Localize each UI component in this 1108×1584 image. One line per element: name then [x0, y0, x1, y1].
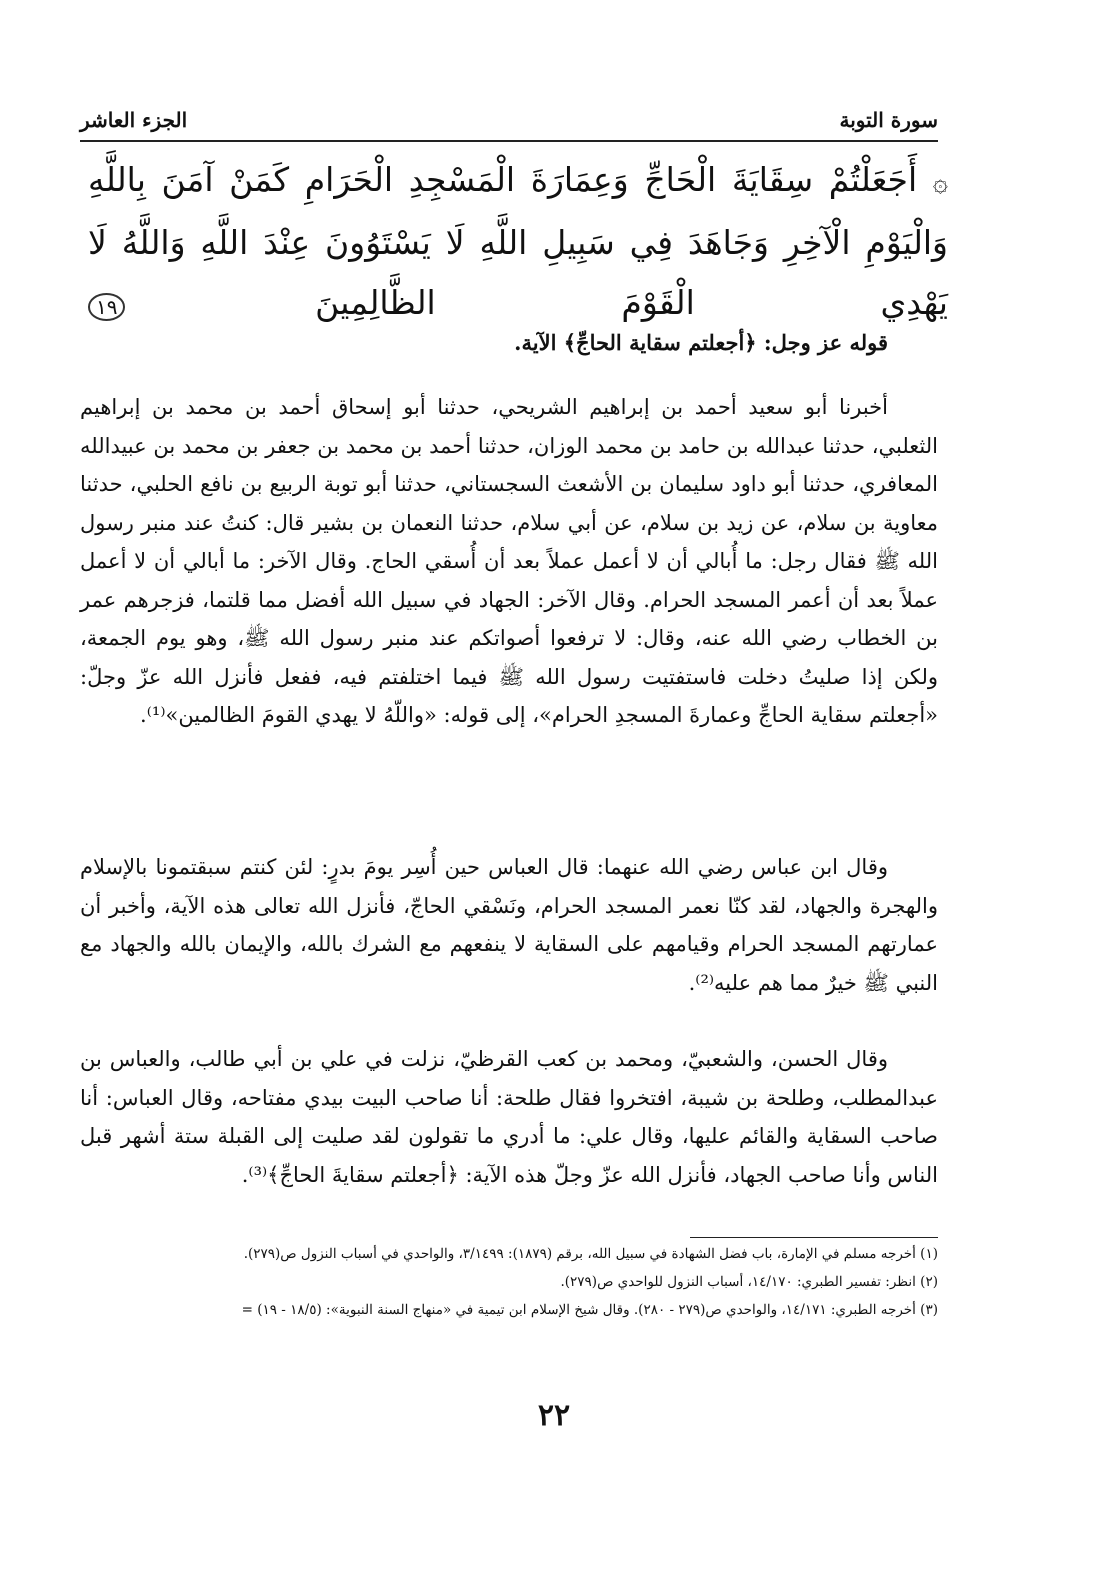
footnote-2: (٢) انظر: تفسير الطبري: ١٤/١٧٠، أسباب النزول للواحدي ص(٢٧٩). — [560, 1274, 938, 1290]
footnote-divider — [690, 1237, 938, 1238]
quran-verse — [88, 150, 948, 337]
paragraph-hasan-shabi: وقال الحسن، والشعبيّ، ومحمد بن كعب القرظيّ، نزلت في علي بن أبي طالب، والعباس بن عبدالمطلب، وطلحة بن شيبة، افتخروا فقال طلحة: أنا صاحب البيت بيدي مفتاحه، وقال العباس: أنا صاحب السقاية والقائم عليها، وقال علي: ما أدري ما تقولون لقد صليت إلى القبلة ستة أشهر قبل الناس وأنا صاحب الجهاد، فأنزل الله عزّ وجلّ هذه الآية: ﴿أجعلتم سقايةَ الحاجِّ﴾⁽³⁾. — [80, 1047, 938, 1187]
surah-title: سورة التوبة — [839, 108, 938, 132]
footnotes — [80, 1240, 938, 1324]
running-header — [80, 92, 938, 132]
paragraph-ibn-abbas: وقال ابن عباس رضي الله عنهما: قال العباس حين أُسِر يومَ بدرٍ: لئن كنتم سبقتمونا بالإسلام والهجرة والجهاد، لقد كنّا نعمر المسجد الحرام، ونَسْقي الحاجّ، فأنزل الله تعالى هذه الآية، وأخبر أن عمارتهم المسجد الحرام وقيامهم على السقاية لا ينفعهم مع الشرك بالله، والإيمان بالله والجهاد مع النبي ﷺ خيرٌ مما هم عليه⁽²⁾. — [80, 855, 938, 995]
page-number: ٢٢ — [537, 1398, 571, 1433]
footnote-1: (١) أخرجه مسلم في الإمارة، باب فضل الشهادة في سبيل الله، برقم (١٨٧٩): ٣/١٤٩٩، والواحدي في أسباب النزول ص(٢٧٩). — [243, 1246, 938, 1262]
verse-text: أَجَعَلْتُمْ سِقَايَةَ الْحَاجِّ وَعِمَارَةَ الْمَسْجِدِ الْحَرَامِ كَمَنْ آمَنَ بِاللَّهِ وَالْيَوْمِ الْآخِرِ وَجَاهَدَ فِي سَبِيلِ اللَّهِ لَا يَسْتَوُونَ عِنْدَ اللَّهِ وَاللَّهُ لَا يَهْدِي الْقَوْمَ الظَّالِمِينَ — [88, 160, 948, 322]
juz-title: الجزء العاشر — [80, 108, 188, 132]
ayah-number: ١٩ — [88, 293, 125, 321]
verse-heading: قوله عز وجل: ﴿أجعلتم سقاية الحاجِّ﴾ الآية. — [514, 330, 888, 355]
paragraph-hadith-nuaman: أخبرنا أبو سعيد أحمد بن إبراهيم الشريحي، حدثنا أبو إسحاق أحمد بن محمد بن إبراهيم الثعلبي، حدثنا عبدالله بن حامد بن محمد الوزان، حدثنا أحمد بن محمد بن جعفر بن محمد بن عبيدالله المعافري، حدثنا أبو داود سليمان بن الأشعث السجستاني، حدثنا أبو توبة الربيع بن نافع الحلبي، حدثنا معاوية بن سلام، عن زيد بن سلام، عن أبي سلام، حدثنا النعمان بن بشير قال: كنتُ عند منبر رسول الله ﷺ فقال رجل: ما أُبالي أن لا أعمل عملاً بعد أن أُسقي الحاج. وقال الآخر: ما أبالي أن لا أعمل عملاً بعد أن أعمر المسجد الحرام. وقال الآخر: الجهاد في سبيل الله أفضل مما قلتما، فزجرهم عمر بن الخطاب رضي الله عنه، وقال: لا ترفعوا أصواتكم عند منبر رسول الله ﷺ، وهو يوم الجمعة، ولكن إذا صليتُ دخلت فاستفتيت رسول الله ﷺ فيما اختلفتم فيه، ففعل فأنزل الله عزّ وجلّ: «أجعلتم سقاية الحاجِّ وعمارةَ المسجدِ الحرام»، إلى قوله: «واللّهُ لا يهدي القومَ الظالمين»⁽¹⁾. — [80, 395, 938, 727]
footnote-3: (٣) أخرجه الطبري: ١٤/١٧١، والواحدي ص(٢٧٩ - ٢٨٠). وقال شيخ الإسلام ابن تيمية في «منهاج السنة النبوية»: (١٨/٥ - ١٩) = — [241, 1302, 938, 1318]
verse-ornament-icon: ۞ — [932, 168, 949, 198]
header-divider — [80, 140, 938, 142]
